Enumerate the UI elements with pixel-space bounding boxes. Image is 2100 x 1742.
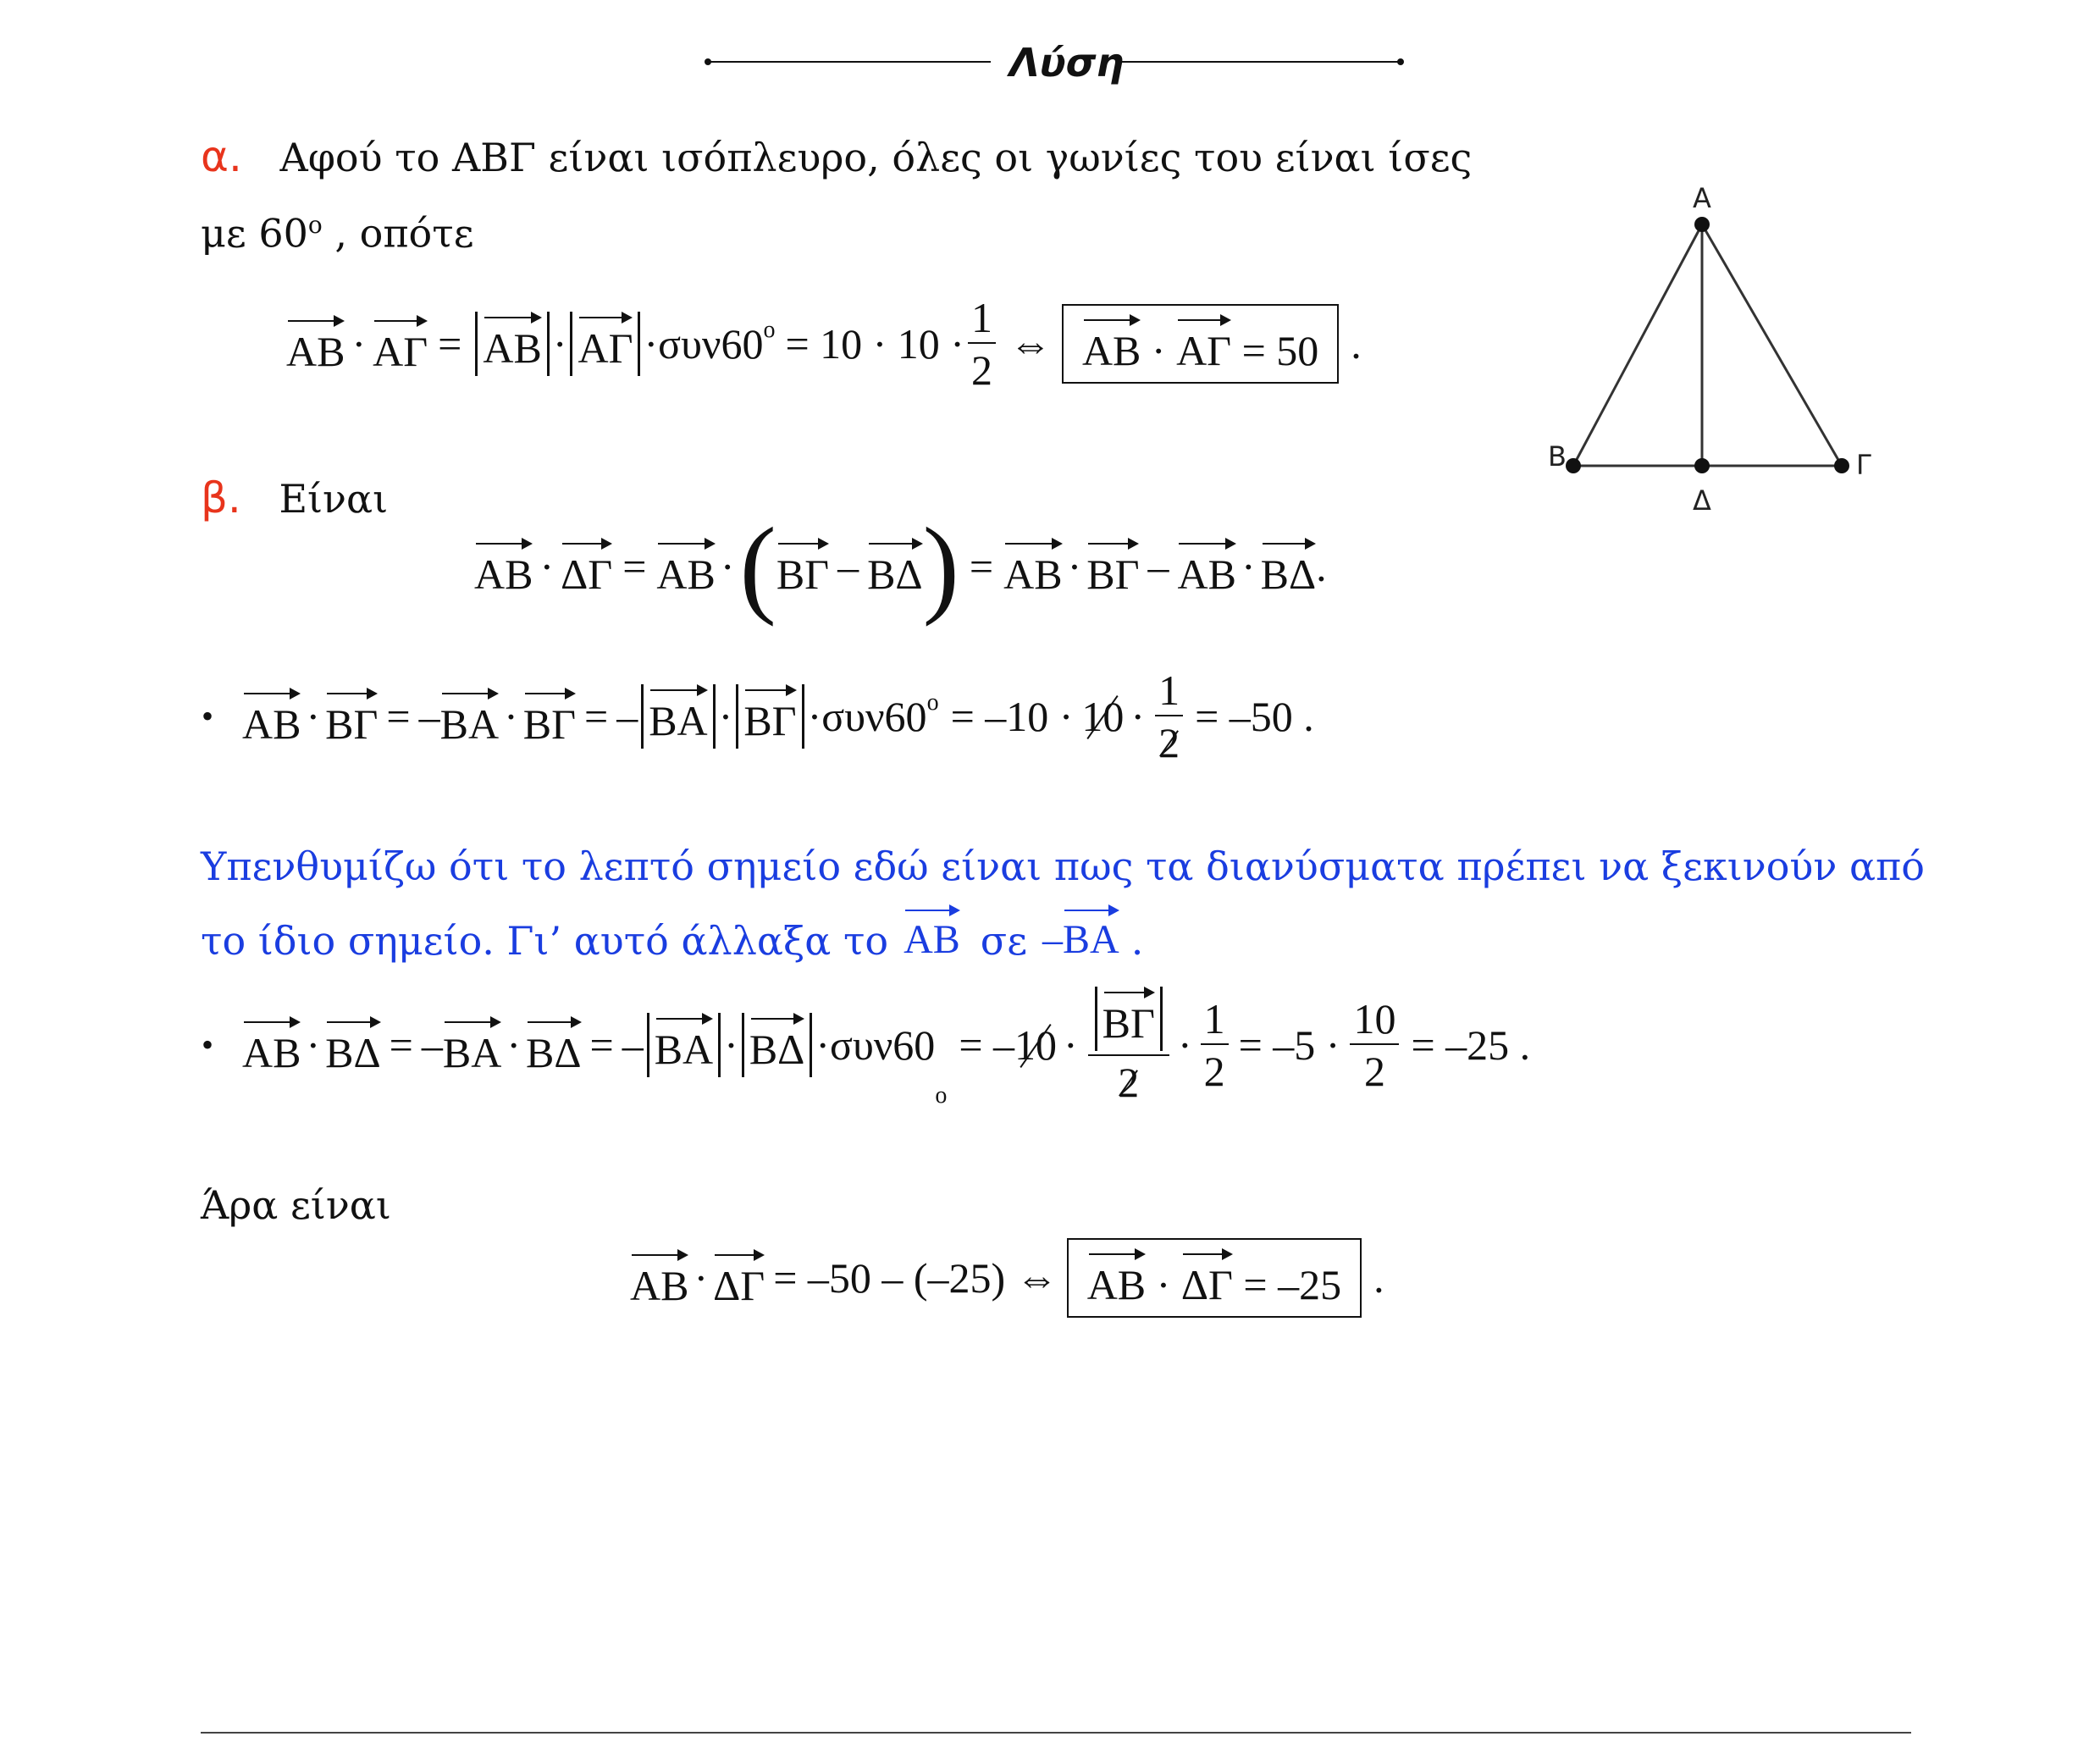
cancelled-two: 2 — [1118, 1059, 1140, 1106]
boxed-result-a — [1062, 304, 1339, 384]
equals: = — [589, 1021, 614, 1069]
left-paren: ( — [739, 506, 776, 628]
equals: = — [438, 320, 462, 368]
vector-ab: ΑΒ — [904, 904, 960, 960]
fraction-half — [1155, 666, 1183, 766]
result-text: = –50 . — [1195, 693, 1314, 740]
vector-bg: ΒΓ — [743, 684, 796, 742]
vector-bg: ΒΓ — [523, 688, 576, 745]
vector-bd: ΒΔ — [867, 538, 923, 595]
minus: – — [418, 693, 440, 740]
point-a — [1694, 217, 1710, 232]
part-b-marker: β. — [201, 473, 241, 523]
minus: – — [616, 693, 638, 740]
dot: · — [1151, 327, 1166, 374]
triangle-figure — [1524, 178, 1888, 517]
abs-ag — [570, 312, 640, 376]
frac-num: 1 — [1201, 998, 1229, 1045]
part-a-formula — [286, 294, 1362, 394]
abs-ab — [475, 312, 549, 376]
vector-ba: ΒΑ — [440, 688, 499, 745]
cancelled-ten: 10 — [1014, 1021, 1058, 1069]
vector-ab: ΑΒ — [1177, 538, 1235, 595]
bullet-2-formula: • ΑΒ · ΒΔ = – ΒΑ · ΒΔ = – ΒΑ · ΒΔ ·συν60 ο = – 10 · $\frac{B\Gamma}{2}$ · $\frac{1}{2}$ = –5 · $\frac{10}{2}$ = –25 . — [202, 982, 1530, 1108]
part-a-line1 — [201, 132, 1473, 181]
bullet-1-formula: • ΑΒ · ΒΓ = – ΒΑ · ΒΓ = – ΒΑ · ΒΓ ·συν60 $^o$ = –10 · 10 · $\frac{1}{2}$ = –50 . — [202, 666, 1314, 766]
vector-ab: ΑΒ — [242, 1016, 301, 1074]
vector-ag: ΑΓ — [373, 315, 428, 373]
abs-bg — [736, 684, 804, 749]
bullet: • — [202, 697, 214, 735]
result-text: = –25 . — [1411, 1021, 1531, 1069]
fraction-half — [1201, 995, 1229, 1095]
fraction-half — [968, 294, 996, 394]
conclusion-text: = –50 – (–25) ⇔ — [773, 1254, 1058, 1302]
cos-60: ·συν60 — [815, 1021, 936, 1069]
vector-dg: ΔΓ — [561, 538, 612, 595]
vector-ab: ΑΒ — [474, 538, 533, 595]
right-paren: ) — [922, 506, 959, 628]
vector-ab: ΑΒ — [242, 688, 301, 745]
bullet: • — [202, 1026, 214, 1064]
part-a-marker: α. — [201, 132, 242, 181]
cos-60: ·συν60 — [644, 320, 764, 368]
vector-bg: ΒΓ — [776, 538, 829, 595]
vector-ag: ΑΓ — [578, 312, 633, 369]
part-a-text2-end: , οπότε — [334, 210, 474, 257]
part-b-formula — [474, 506, 1327, 628]
vector-dg: ΔΓ — [1181, 1248, 1233, 1306]
dot: · — [351, 320, 367, 368]
header-title: Λύση — [1009, 40, 1125, 86]
iff-symbol: ⇔ — [1009, 320, 1052, 368]
vector-ba: ΒΑ — [655, 1013, 713, 1070]
point-d — [1694, 458, 1710, 473]
note-text-b: σε — [980, 918, 1028, 964]
degree-sup: ο — [926, 689, 939, 716]
dot: · — [720, 543, 735, 590]
boxed-rhs: = 50 — [1241, 327, 1319, 374]
note-text-a: το ίδιο σημείο. Γι’ αυτό άλλαξα το — [201, 918, 889, 964]
abs-ba — [641, 684, 715, 749]
vector-ab: ΑΒ — [656, 538, 715, 595]
part-a-text1: Αφού το ΑΒΓ είναι ισόπλευρο, όλες οι γωνίες του είναι ίσες — [279, 135, 1473, 180]
boxed-result-final: ΑΒ · ΔΓ = –25 — [1067, 1238, 1362, 1318]
period: . — [1316, 543, 1327, 590]
degree-sup: ο — [307, 211, 323, 239]
frac-num: 1 — [1155, 669, 1183, 716]
part-a-text2: με 60 — [201, 210, 308, 257]
vector-ab: ΑΒ — [1087, 1248, 1146, 1306]
dot: · — [1241, 543, 1256, 590]
label-d: Δ — [1693, 484, 1711, 517]
equals: = — [386, 693, 411, 740]
dot: · — [1067, 543, 1082, 590]
degree-sup: ο — [763, 317, 776, 343]
vector-dg: ΔΓ — [713, 1249, 765, 1307]
boxed-rhs: = –25 — [1243, 1261, 1342, 1308]
point-b — [1566, 458, 1581, 473]
dot: · — [539, 543, 555, 590]
vector-bd: ΒΔ — [526, 1016, 582, 1074]
vector-ag: ΑΓ — [1176, 314, 1231, 372]
note-line1: Υπενθυμίζω ότι το λεπτό σημείο εδώ είναι πως τα διανύσματα πρέπει να ξεκινούν από — [201, 843, 1925, 889]
product-text: = –10 · — [950, 693, 1074, 740]
period: . — [1351, 320, 1362, 368]
header-rule-left — [703, 57, 991, 67]
equals: = — [969, 543, 994, 590]
vector-ab: ΑΒ — [286, 315, 345, 373]
vector-ba: ΒΑ — [649, 684, 707, 742]
conclusion-intro: Άρα είναι — [201, 1182, 391, 1228]
header — [703, 38, 1406, 89]
vector-ab: ΑΒ — [1082, 314, 1141, 372]
fraction-ten-halves — [1350, 995, 1399, 1095]
minus: – — [622, 1021, 644, 1069]
vector-bg: ΒΓ — [325, 688, 378, 745]
degree-sup: ο — [935, 1082, 948, 1109]
minus: – — [1147, 543, 1169, 590]
frac-den: 2 — [970, 346, 992, 394]
period: . — [1130, 918, 1144, 964]
part-b-intro: Είναι — [279, 476, 389, 522]
label-g: Γ — [1856, 449, 1871, 481]
frac-den: 2 — [1203, 1048, 1225, 1095]
fraction-bg-over-2 — [1088, 987, 1169, 1106]
period: . — [1373, 1254, 1384, 1302]
dot: · — [552, 320, 567, 368]
vector-ab: ΑΒ — [1003, 538, 1062, 595]
note-line2 — [201, 904, 1144, 964]
frac-num: 10 — [1350, 998, 1399, 1045]
vector-ba: ΒΑ — [443, 1016, 501, 1074]
minus: – — [421, 1021, 443, 1069]
label-a: Α — [1693, 182, 1711, 214]
frac-den: 2 — [1363, 1048, 1385, 1095]
label-b: Β — [1548, 440, 1567, 473]
product-text-2: = –5 · — [1238, 1021, 1340, 1069]
product-text: = 10 · 10 · — [785, 320, 964, 368]
cancelled-two: 2 — [1158, 719, 1180, 766]
equals: = — [622, 543, 647, 590]
product-text: = – — [959, 1021, 1015, 1069]
conclusion-formula: ΑΒ · ΔΓ = –50 – (–25) ⇔ ΑΒ · ΔΓ = –25 . — [630, 1238, 1384, 1318]
frac-num: 1 — [968, 296, 996, 344]
cancelled-ten: 10 — [1081, 693, 1125, 740]
point-g — [1834, 458, 1849, 473]
vector-bd: ΒΔ — [749, 1013, 805, 1070]
abs-ba — [647, 1013, 721, 1077]
equals: = — [389, 1021, 413, 1069]
vector-ab: ΑΒ — [483, 312, 541, 369]
minus: – — [837, 543, 859, 590]
vector-ab: ΑΒ — [630, 1249, 688, 1307]
minus: – — [1042, 917, 1064, 962]
part-a-line2 — [201, 210, 474, 257]
vector-bg: ΒΓ — [1102, 987, 1155, 1044]
abs-bd — [742, 1013, 813, 1077]
part-b-line — [201, 473, 389, 523]
vector-bd: ΒΔ — [1261, 538, 1317, 595]
header-rule-right — [1118, 57, 1406, 67]
equals: = — [584, 693, 609, 740]
vector-bg: ΒΓ — [1086, 538, 1139, 595]
vector-bd: ΒΔ — [325, 1016, 381, 1074]
footer-rule — [201, 1732, 1911, 1734]
vector-ba: ΒΑ — [1063, 904, 1119, 960]
cos-60: ·συν60 — [807, 693, 927, 740]
